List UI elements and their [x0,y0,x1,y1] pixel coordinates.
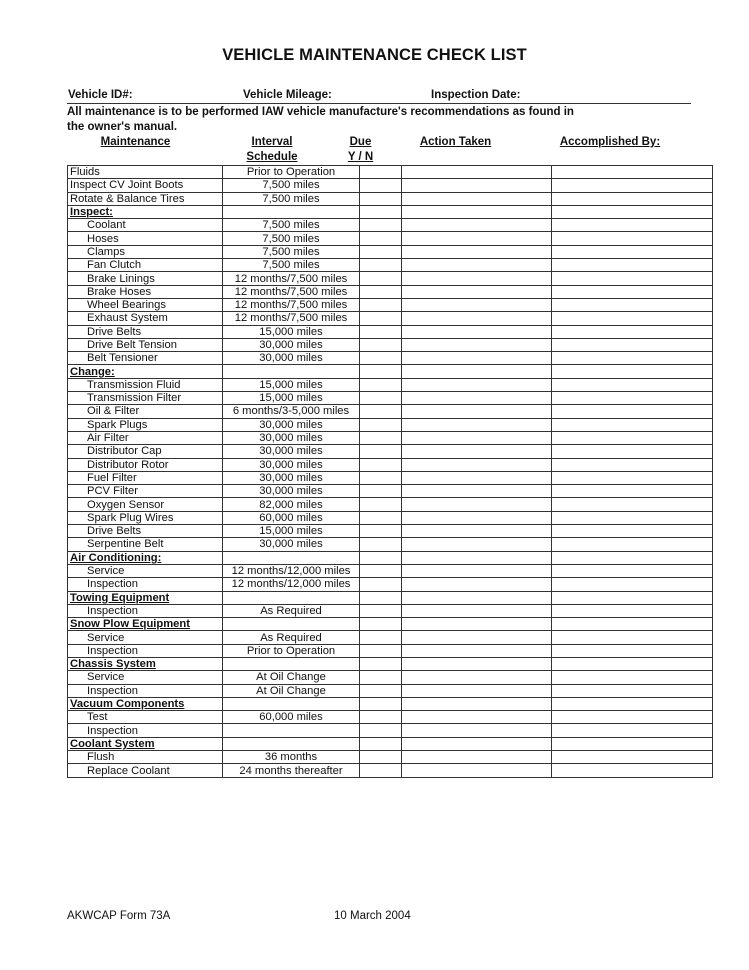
maintenance-item: Brake Linings [68,272,223,285]
interval-schedule: 7,500 miles [223,219,360,232]
accomplished-by-cell[interactable] [552,179,713,192]
table-row [68,644,713,657]
action-taken-cell[interactable] [402,711,552,724]
interval-schedule: 30,000 miles [223,418,360,431]
action-taken-cell[interactable] [402,298,552,311]
action-taken-cell[interactable] [402,604,552,617]
table-row [68,751,713,764]
col-accomplished-by: Accomplished By: [559,136,661,148]
interval-schedule: 15,000 miles [223,392,360,405]
vehicle-id-label: Vehicle ID#: [68,89,133,101]
maintenance-item: Service [68,671,223,684]
due-yn-cell[interactable] [360,737,402,750]
interval-schedule: 12 months/7,500 miles [223,285,360,298]
accomplished-by-cell[interactable] [552,352,713,365]
maintenance-item: Wheel Bearings [68,298,223,311]
maintenance-item: Belt Tensioner [68,352,223,365]
accomplished-by-cell[interactable] [552,166,713,179]
maintenance-item: Air Filter [68,431,223,444]
action-taken-cell[interactable] [402,684,552,697]
accomplished-by-cell[interactable] [552,737,713,750]
maintenance-item: Oil & Filter [68,405,223,418]
interval-schedule: 15,000 miles [223,325,360,338]
due-yn-cell[interactable] [360,764,402,777]
maintenance-item: Spark Plugs [68,418,223,431]
section-row [68,737,713,750]
section-row [68,205,713,218]
maintenance-item: Chassis System [68,657,223,670]
action-taken-cell[interactable] [402,259,552,272]
interval-schedule: 7,500 miles [223,245,360,258]
interval-schedule [223,205,360,218]
table-row [68,392,713,405]
action-taken-cell[interactable] [402,431,552,444]
due-yn-cell[interactable] [360,538,402,551]
maintenance-item: Inspection [68,604,223,617]
interval-schedule: Prior to Operation [223,644,360,657]
action-taken-cell[interactable] [402,179,552,192]
maintenance-item: Inspection [68,724,223,737]
interval-schedule [223,737,360,750]
due-yn-cell[interactable] [360,644,402,657]
action-taken-cell[interactable] [402,338,552,351]
table-row [68,564,713,577]
interval-schedule: 30,000 miles [223,352,360,365]
maintenance-item: Rotate & Balance Tires [68,192,223,205]
interval-schedule [223,591,360,604]
accomplished-by-cell[interactable] [552,671,713,684]
accomplished-by-cell[interactable] [552,285,713,298]
action-taken-cell[interactable] [402,392,552,405]
due-yn-cell[interactable] [360,405,402,418]
interval-schedule [223,365,360,378]
action-taken-cell[interactable] [402,671,552,684]
accomplished-by-cell[interactable] [552,751,713,764]
section-row [68,657,713,670]
accomplished-by-cell[interactable] [552,392,713,405]
due-yn-cell[interactable] [360,618,402,631]
due-yn-cell[interactable] [360,259,402,272]
action-taken-cell[interactable] [402,631,552,644]
table-row [68,405,713,418]
col-due-line2: Y / N [347,151,374,163]
due-yn-cell[interactable] [360,724,402,737]
action-taken-cell[interactable] [402,764,552,777]
vehicle-mileage-label: Vehicle Mileage: [243,89,332,101]
interval-schedule: 12 months/7,500 miles [223,298,360,311]
maintenance-item: Drive Belt Tension [68,338,223,351]
table-row [68,418,713,431]
action-taken-cell[interactable] [402,525,552,538]
action-taken-cell[interactable] [402,219,552,232]
action-taken-cell[interactable] [402,591,552,604]
action-taken-cell[interactable] [402,272,552,285]
action-taken-cell[interactable] [402,551,552,564]
due-yn-cell[interactable] [360,671,402,684]
table-row [68,631,713,644]
accomplished-by-cell[interactable] [552,697,713,710]
table-row [68,684,713,697]
maintenance-item: Transmission Fluid [68,378,223,391]
interval-schedule: At Oil Change [223,671,360,684]
maintenance-item: Snow Plow Equipment [68,618,223,631]
interval-schedule: 6 months/3-5,000 miles [223,405,360,418]
accomplished-by-cell[interactable] [552,551,713,564]
table-row [68,471,713,484]
accomplished-by-cell[interactable] [552,458,713,471]
maintenance-item: Drive Belts [68,525,223,538]
due-yn-cell[interactable] [360,711,402,724]
accomplished-by-cell[interactable] [552,431,713,444]
interval-schedule: 15,000 miles [223,378,360,391]
action-taken-cell[interactable] [402,192,552,205]
vehicle-info-header [67,89,691,104]
accomplished-by-cell[interactable] [552,378,713,391]
interval-schedule: 12 months/7,500 miles [223,312,360,325]
interval-schedule: 82,000 miles [223,498,360,511]
maintenance-item: Vacuum Components [68,697,223,710]
col-interval [204,135,340,165]
table-row [68,232,713,245]
instructions-line-2: the owner's manual. [67,121,178,133]
action-taken-cell[interactable] [402,166,552,179]
form-id: AKWCAP Form 73A [67,910,171,922]
due-yn-cell[interactable] [360,591,402,604]
accomplished-by-cell[interactable] [552,272,713,285]
due-yn-cell[interactable] [360,285,402,298]
action-taken-cell[interactable] [402,232,552,245]
maintenance-item: Spark Plug Wires [68,511,223,524]
table-row [68,179,713,192]
accomplished-by-cell[interactable] [552,538,713,551]
due-yn-cell[interactable] [360,751,402,764]
due-yn-cell[interactable] [360,657,402,670]
accomplished-by-cell[interactable] [552,498,713,511]
table-row [68,511,713,524]
due-yn-cell[interactable] [360,179,402,192]
table-row [68,192,713,205]
accomplished-by-cell[interactable] [552,418,713,431]
form-date: 10 March 2004 [334,910,411,922]
accomplished-by-cell[interactable] [552,312,713,325]
accomplished-by-cell[interactable] [552,471,713,484]
accomplished-by-cell[interactable] [552,684,713,697]
due-yn-cell[interactable] [360,392,402,405]
table-row [68,431,713,444]
maintenance-item: Inspection [68,684,223,697]
action-taken-cell[interactable] [402,445,552,458]
action-taken-cell[interactable] [402,325,552,338]
due-yn-cell[interactable] [360,378,402,391]
action-taken-cell[interactable] [402,312,552,325]
interval-schedule: 30,000 miles [223,458,360,471]
maintenance-item: Fluids [68,166,223,179]
maintenance-item: Clamps [68,245,223,258]
action-taken-cell[interactable] [402,511,552,524]
action-taken-cell[interactable] [402,751,552,764]
section-row [68,591,713,604]
due-yn-cell[interactable] [360,431,402,444]
accomplished-by-cell[interactable] [552,604,713,617]
interval-schedule [223,551,360,564]
table-row [68,166,713,179]
due-yn-cell[interactable] [360,219,402,232]
table-row [68,764,713,777]
interval-schedule: 30,000 miles [223,338,360,351]
maintenance-item: Fan Clutch [68,259,223,272]
table-row [68,498,713,511]
maintenance-item: Towing Equipment [68,591,223,604]
maintenance-table [67,165,713,778]
due-yn-cell[interactable] [360,365,402,378]
due-yn-cell[interactable] [360,166,402,179]
table-row [68,578,713,591]
maintenance-item: Service [68,631,223,644]
maintenance-item: Change: [68,365,223,378]
accomplished-by-cell[interactable] [552,405,713,418]
due-yn-cell[interactable] [360,338,402,351]
interval-schedule: 60,000 miles [223,511,360,524]
accomplished-by-cell[interactable] [552,259,713,272]
table-row [68,259,713,272]
accomplished-by-cell[interactable] [552,591,713,604]
section-row [68,365,713,378]
maintenance-item: Inspect: [68,205,223,218]
table-row [68,245,713,258]
table-row [68,485,713,498]
col-action-taken: Action Taken [419,136,492,148]
table-row [68,445,713,458]
accomplished-by-cell[interactable] [552,485,713,498]
due-yn-cell[interactable] [360,604,402,617]
action-taken-cell[interactable] [402,697,552,710]
interval-schedule: 12 months/7,500 miles [223,272,360,285]
maintenance-item: Serpentine Belt [68,538,223,551]
due-yn-cell[interactable] [360,458,402,471]
interval-schedule: 30,000 miles [223,445,360,458]
maintenance-item: Distributor Rotor [68,458,223,471]
due-yn-cell[interactable] [360,205,402,218]
due-yn-cell[interactable] [360,352,402,365]
maintenance-item: Exhaust System [68,312,223,325]
due-yn-cell[interactable] [360,684,402,697]
action-taken-cell[interactable] [402,418,552,431]
action-taken-cell[interactable] [402,471,552,484]
action-taken-cell[interactable] [402,498,552,511]
action-taken-cell[interactable] [402,564,552,577]
action-taken-cell[interactable] [402,485,552,498]
due-yn-cell[interactable] [360,525,402,538]
interval-schedule: 7,500 miles [223,179,360,192]
action-taken-cell[interactable] [402,737,552,750]
accomplished-by-cell[interactable] [552,338,713,351]
interval-schedule [223,657,360,670]
due-yn-cell[interactable] [360,418,402,431]
due-yn-cell[interactable] [360,232,402,245]
section-row [68,551,713,564]
accomplished-by-cell[interactable] [552,245,713,258]
due-yn-cell[interactable] [360,325,402,338]
accomplished-by-cell[interactable] [552,525,713,538]
accomplished-by-cell[interactable] [552,192,713,205]
action-taken-cell[interactable] [402,644,552,657]
table-row [68,352,713,365]
accomplished-by-cell[interactable] [552,511,713,524]
action-taken-cell[interactable] [402,578,552,591]
interval-schedule: 30,000 miles [223,471,360,484]
due-yn-cell[interactable] [360,445,402,458]
maintenance-item: Air Conditioning: [68,551,223,564]
interval-schedule: Prior to Operation [223,166,360,179]
interval-schedule: 12 months/12,000 miles [223,578,360,591]
col-maintenance: Maintenance [100,136,171,148]
action-taken-cell[interactable] [402,378,552,391]
maintenance-item: Transmission Filter [68,392,223,405]
maintenance-item: Inspect CV Joint Boots [68,179,223,192]
due-yn-cell[interactable] [360,485,402,498]
action-taken-cell[interactable] [402,657,552,670]
interval-schedule: At Oil Change [223,684,360,697]
col-interval-line1: Interval [251,136,293,148]
table-row [68,298,713,311]
accomplished-by-cell[interactable] [552,205,713,218]
table-row [68,272,713,285]
maintenance-item: Fuel Filter [68,471,223,484]
accomplished-by-cell[interactable] [552,219,713,232]
due-yn-cell[interactable] [360,564,402,577]
table-row [68,604,713,617]
action-taken-cell[interactable] [402,352,552,365]
due-yn-cell[interactable] [360,697,402,710]
accomplished-by-cell[interactable] [552,578,713,591]
due-yn-cell[interactable] [360,631,402,644]
accomplished-by-cell[interactable] [552,724,713,737]
due-yn-cell[interactable] [360,471,402,484]
accomplished-by-cell[interactable] [552,232,713,245]
inspection-date-label: Inspection Date: [431,89,521,101]
table-row [68,458,713,471]
accomplished-by-cell[interactable] [552,298,713,311]
table-row [68,312,713,325]
action-taken-cell[interactable] [402,405,552,418]
due-yn-cell[interactable] [360,511,402,524]
maintenance-item: Coolant System [68,737,223,750]
maintenance-item: Inspection [68,578,223,591]
page-title: VEHICLE MAINTENANCE CHECK LIST [222,46,527,64]
section-row [68,618,713,631]
maintenance-item: Coolant [68,219,223,232]
interval-schedule: As Required [223,631,360,644]
table-row [68,285,713,298]
action-taken-cell[interactable] [402,245,552,258]
interval-schedule: 7,500 miles [223,259,360,272]
interval-schedule: 60,000 miles [223,711,360,724]
interval-schedule: 30,000 miles [223,538,360,551]
maintenance-item: Inspection [68,644,223,657]
instructions-line-1: All maintenance is to be performed IAW vehicle manufacture's recommendations as found in [67,106,574,118]
interval-schedule [223,724,360,737]
maintenance-item: Drive Belts [68,325,223,338]
interval-schedule: 7,500 miles [223,192,360,205]
due-yn-cell[interactable] [360,272,402,285]
maintenance-item: Brake Hoses [68,285,223,298]
due-yn-cell[interactable] [360,245,402,258]
maintenance-item: PCV Filter [68,485,223,498]
table-row [68,538,713,551]
accomplished-by-cell[interactable] [552,365,713,378]
due-yn-cell[interactable] [360,551,402,564]
accomplished-by-cell[interactable] [552,325,713,338]
action-taken-cell[interactable] [402,285,552,298]
table-row [68,671,713,684]
table-row [68,325,713,338]
col-due-line1: Due [349,136,372,148]
interval-schedule: 30,000 miles [223,431,360,444]
interval-schedule: 15,000 miles [223,525,360,538]
action-taken-cell[interactable] [402,724,552,737]
accomplished-by-cell[interactable] [552,445,713,458]
interval-schedule: 30,000 miles [223,485,360,498]
due-yn-cell[interactable] [360,298,402,311]
interval-schedule: 12 months/12,000 miles [223,564,360,577]
interval-schedule: 7,500 miles [223,232,360,245]
accomplished-by-cell[interactable] [552,711,713,724]
maintenance-item: Test [68,711,223,724]
interval-schedule [223,697,360,710]
maintenance-item: Hoses [68,232,223,245]
maintenance-item: Service [68,564,223,577]
table-row [68,219,713,232]
table-row [68,378,713,391]
interval-schedule: As Required [223,604,360,617]
maintenance-item: Distributor Cap [68,445,223,458]
maintenance-item: Flush [68,751,223,764]
accomplished-by-cell[interactable] [552,564,713,577]
due-yn-cell[interactable] [360,498,402,511]
action-taken-cell[interactable] [402,618,552,631]
col-interval-line2: Schedule [246,151,298,163]
action-taken-cell[interactable] [402,458,552,471]
due-yn-cell[interactable] [360,312,402,325]
accomplished-by-cell[interactable] [552,764,713,777]
interval-schedule: 36 months [223,751,360,764]
due-yn-cell[interactable] [360,578,402,591]
maintenance-item: Replace Coolant [68,764,223,777]
col-due [340,135,381,165]
section-row [68,697,713,710]
table-row [68,525,713,538]
maintenance-item: Oxygen Sensor [68,498,223,511]
due-yn-cell[interactable] [360,192,402,205]
accomplished-by-cell[interactable] [552,657,713,670]
interval-schedule: 24 months thereafter [223,764,360,777]
table-row [68,724,713,737]
table-row [68,338,713,351]
accomplished-by-cell[interactable] [552,631,713,644]
action-taken-cell[interactable] [402,365,552,378]
action-taken-cell[interactable] [402,205,552,218]
accomplished-by-cell[interactable] [552,644,713,657]
action-taken-cell[interactable] [402,538,552,551]
interval-schedule [223,618,360,631]
accomplished-by-cell[interactable] [552,618,713,631]
table-row [68,711,713,724]
